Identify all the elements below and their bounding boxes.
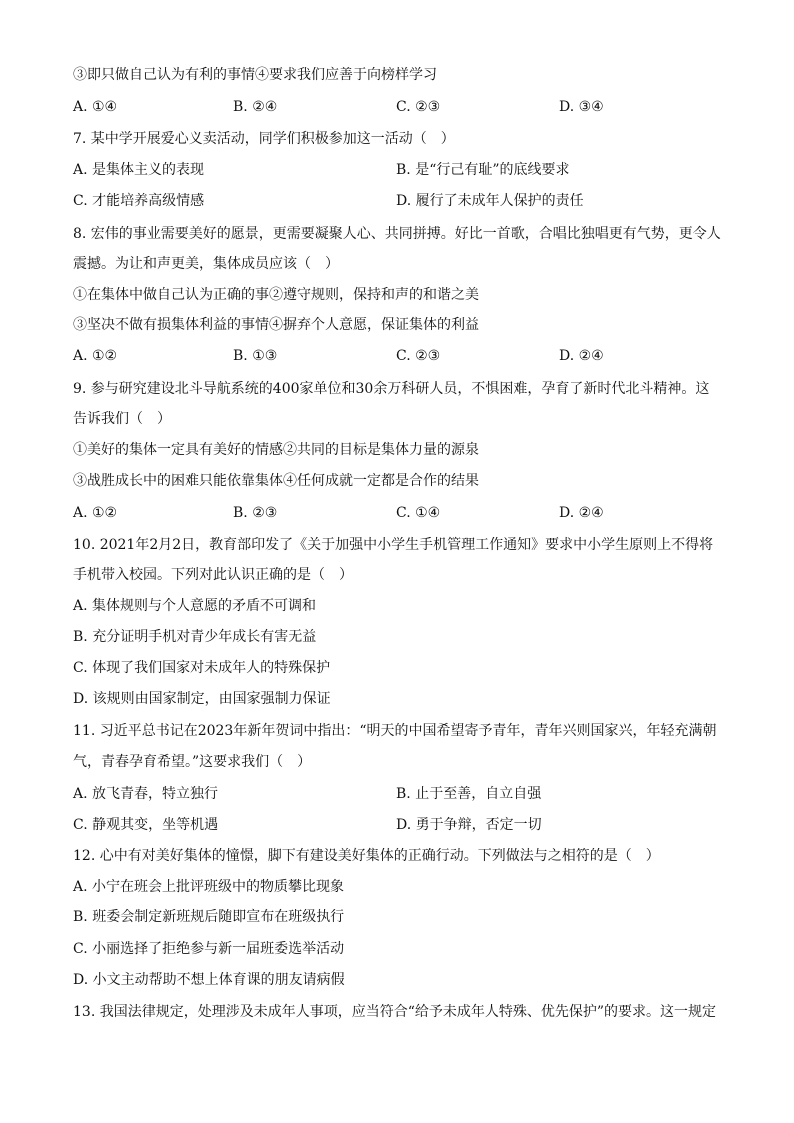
q9-statement-2: ③战胜成长中的困难只能依靠集体④任何成就一定都是合作的结果 [73, 473, 479, 489]
q8-option-d[interactable]: D. ②④ [559, 348, 604, 364]
q12-option-b[interactable]: B. 班委会制定新班规后随即宣布在班级执行 [73, 909, 345, 925]
q7-stem: 7. 某中学开展爱心义卖活动，同学们积极参加这一活动（ ） [73, 131, 455, 147]
q7-options-row1 [73, 161, 723, 179]
q12-option-d[interactable]: D. 小文主动帮助不想上体育课的朋友请病假 [73, 972, 345, 988]
q6-options [73, 98, 723, 116]
q9-option-b[interactable]: B. ②③ [233, 505, 278, 521]
q6-option-b[interactable]: B. ②④ [233, 99, 278, 115]
q7-options-row2 [73, 192, 723, 210]
q9-stem-line2: 告诉我们（ ） [73, 411, 171, 427]
q9-option-a[interactable]: A. ①② [73, 505, 118, 521]
q11-stem-line2: 气，青春孕育希望。”这要求我们（ ） [73, 754, 312, 770]
q11-stem-line1: 11. 习近平总书记在2023年新年贺词中指出：“明天的中国希望寄予青年，青年兴则国家兴，年轻充满朝 [73, 723, 717, 739]
q9-stem-line1: 9. 参与研究建设北斗导航系统的400家单位和30余万科研人员，不惧困难，孕育了新时代北斗精神。这 [73, 381, 710, 397]
q8-statement-1: ①在集体中做自己认为正确的事②遵守规则，保持和声的和谐之美 [73, 287, 479, 303]
q9-option-d[interactable]: D. ②④ [559, 505, 604, 521]
q11-options-row2 [73, 816, 723, 834]
q10-option-b[interactable]: B. 充分证明手机对青少年成长有害无益 [73, 629, 317, 645]
q12-option-c[interactable]: C. 小丽选择了拒绝参与新一届班委选举活动 [73, 941, 345, 957]
q6-option-d[interactable]: D. ③④ [559, 99, 604, 115]
q12-stem: 12. 心中有对美好集体的憧憬，脚下有建设美好集体的正确行动。下列做法与之相符的是（ ） [73, 848, 660, 864]
q8-stem-line1: 8. 宏伟的事业需要美好的愿景，更需要凝聚人心、共同拼搏。好比一首歌，合唱比独唱更有气势，更令人 [73, 226, 721, 242]
q7-option-b[interactable]: B. 是“行己有耻”的底线要求 [396, 162, 570, 178]
q12-option-a[interactable]: A. 小宁在班会上批评班级中的物质攀比现象 [73, 879, 345, 895]
q7-option-d[interactable]: D. 履行了未成年人保护的责任 [396, 193, 584, 209]
q7-option-c[interactable]: C. 才能培养高级情感 [73, 193, 205, 209]
q9-options [73, 504, 723, 522]
q8-statement-2: ③坚决不做有损集体利益的事情④摒弃个人意愿，保证集体的利益 [73, 317, 479, 333]
q11-option-c[interactable]: C. 静观其变，坐等机遇 [73, 817, 219, 833]
q11-option-d[interactable]: D. 勇于争辩，否定一切 [396, 817, 542, 833]
q11-option-a[interactable]: A. 放飞青春，特立独行 [73, 786, 219, 802]
q13-stem-line1: 13. 我国法律规定，处理涉及未成年人事项，应当符合“给予未成年人特殊、优先保护”的要求。这一规定 [73, 1004, 717, 1020]
q6-option-a[interactable]: A. ①④ [73, 99, 118, 115]
q10-stem-line2: 手机带入校园。下列对此认识正确的是（ ） [73, 567, 353, 583]
q11-option-b[interactable]: B. 止于至善，自立自强 [396, 786, 542, 802]
q6-option-c[interactable]: C. ②③ [396, 99, 441, 115]
q8-stem-line2: 震撼。为让和声更美，集体成员应该（ ） [73, 256, 339, 272]
q8-option-c[interactable]: C. ②③ [396, 348, 441, 364]
q9-statement-1: ①美好的集体一定具有美好的情感②共同的目标是集体力量的源泉 [73, 442, 479, 458]
q10-option-a[interactable]: A. 集体规则与个人意愿的矛盾不可调和 [73, 598, 317, 614]
q10-stem-line1: 10. 2021年2月2日，教育部印发了《关于加强中小学生手机管理工作通知》要求中小学生原则上不得将 [73, 537, 714, 553]
q10-option-c[interactable]: C. 体现了我们国家对未成年人的特殊保护 [73, 660, 331, 676]
q8-options [73, 347, 723, 365]
q10-option-d[interactable]: D. 该规则由国家制定，由国家强制力保证 [73, 691, 331, 707]
q7-option-a[interactable]: A. 是集体主义的表现 [73, 162, 205, 178]
q11-options-row1 [73, 785, 723, 803]
q8-option-b[interactable]: B. ①③ [233, 348, 278, 364]
q8-option-a[interactable]: A. ①② [73, 348, 118, 364]
q6-statement-line: ③即只做自己认为有利的事情④要求我们应善于向榜样学习 [73, 67, 437, 83]
q9-option-c[interactable]: C. ①④ [396, 505, 441, 521]
